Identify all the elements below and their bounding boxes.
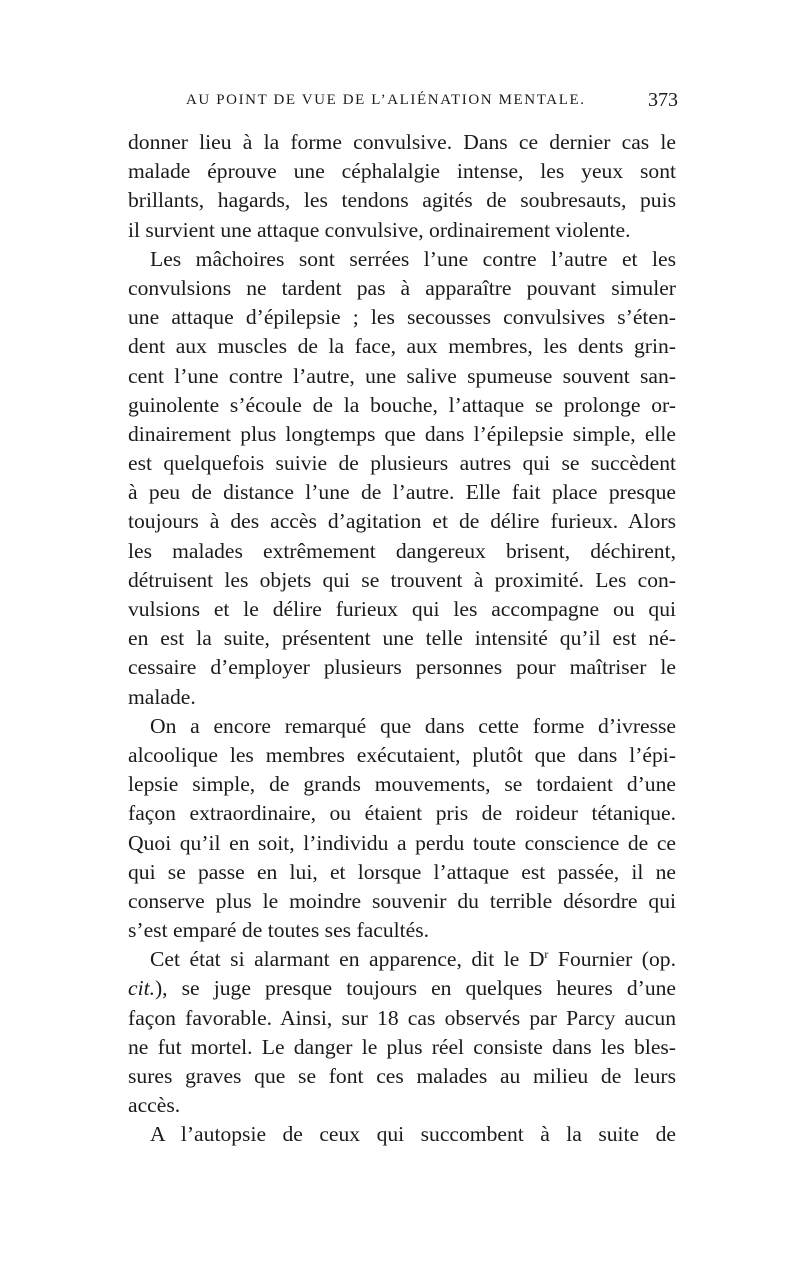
- body-text: [128, 128, 676, 1150]
- text-line: sures graves que se font ces malades au milieu de leurs: [128, 1064, 676, 1088]
- text-line: donner lieu à la forme convulsive. Dans ce dernier cas le: [128, 130, 676, 154]
- paragraph-5: [128, 1120, 676, 1149]
- text-line: détruisent les objets qui se trouvent à proximité. Les con-: [128, 567, 676, 592]
- paragraph-4: [128, 945, 676, 1120]
- text-line: accès.: [128, 1093, 181, 1118]
- running-title: AU POINT DE VUE DE L’ALIÉNATION MENTALE.: [186, 92, 586, 108]
- text-line: ne fut mortel. Le danger le plus réel consiste dans les bles-: [128, 1034, 676, 1059]
- text-line: cessaire d’employer plusieurs personnes pour maîtriser le: [128, 655, 676, 680]
- text-line: alcoolique les membres exécutaient, plutôt que dans l’épi-: [128, 742, 676, 767]
- paragraph-2: [128, 245, 676, 712]
- paragraph-1: [128, 128, 676, 245]
- text-line: qui se passe en lui, et lorsque l’attaque est passée, il ne: [128, 859, 676, 884]
- text-line: cent l’une contre l’autre, une salive spumeuse souvent san-: [128, 363, 676, 388]
- text-line: les malades extrêmement dangereux brisent, déchirent,: [128, 538, 676, 563]
- text-line: une attaque d’épilepsie ; les secousses convulsives s’éten-: [128, 305, 676, 330]
- text-line: est quelquefois suivie de plusieurs autres qui se succèdent: [128, 451, 676, 476]
- text-line: malade.: [128, 684, 196, 709]
- text-run: Fournier (op.: [548, 947, 676, 972]
- text-line: Quoi qu’il en soit, l’individu a perdu toute conscience de ce: [128, 830, 676, 855]
- text-line: malade éprouve une céphalalgie intense, les yeux sont: [128, 159, 676, 184]
- text-line: On a encore remarqué que dans cette forme d’ivresse: [150, 713, 676, 738]
- text-line: toujours à des accès d’agitation et de délire furieux. Alors: [128, 509, 676, 534]
- text-line: il survient une attaque convulsive, ordinairement violente.: [128, 217, 631, 242]
- page-number: 373: [648, 89, 678, 111]
- italic-text: cit.: [128, 976, 155, 1001]
- text-line: s’est emparé de toutes ses facultés.: [128, 918, 430, 943]
- text-line: guinolente s’écoule de la bouche, l’attaque se prolonge or-: [128, 392, 676, 417]
- text-line: conserve plus le moindre souvenir du terrible désordre qui: [128, 888, 676, 913]
- text-line: dinairement plus longtemps que dans l’épilepsie simple, elle: [128, 421, 676, 446]
- text-run: Cet état si alarmant en apparence, dit le D: [150, 947, 545, 972]
- text-run: ), se juge presque toujours en quelques heures d’une: [154, 976, 676, 1001]
- text-line: lepsie simple, de grands mouvements, se tordaient d’une: [128, 772, 676, 797]
- text-line: vulsions et le délire furieux qui les accompagne ou qui: [128, 597, 676, 621]
- text-line: brillants, hagards, les tendons agités de soubresauts, puis: [128, 188, 676, 213]
- text-line: [128, 945, 676, 974]
- text-line: Les mâchoires sont serrées l’une contre l’autre et les: [150, 246, 676, 271]
- text-line: façon extraordinaire, ou étaient pris de roideur tétanique.: [128, 801, 676, 826]
- superscript: r: [544, 947, 549, 962]
- text-line: en est la suite, présentent une telle intensité qu’il est né-: [128, 626, 676, 651]
- text-line: A l’autopsie de ceux qui succombent à la suite de: [150, 1122, 676, 1147]
- paragraph-3: [128, 712, 676, 946]
- text-line: dent aux muscles de la face, aux membres, les dents grin-: [128, 334, 676, 359]
- running-head: [128, 89, 678, 120]
- text-line: convulsions ne tardent pas à apparaître pouvant simuler: [128, 275, 676, 300]
- text-line: façon favorable. Ainsi, sur 18 cas observés par Parcy aucun: [128, 1005, 676, 1030]
- text-line: à peu de distance l’une de l’autre. Elle fait place presque: [128, 480, 676, 505]
- text-line: [128, 974, 676, 1003]
